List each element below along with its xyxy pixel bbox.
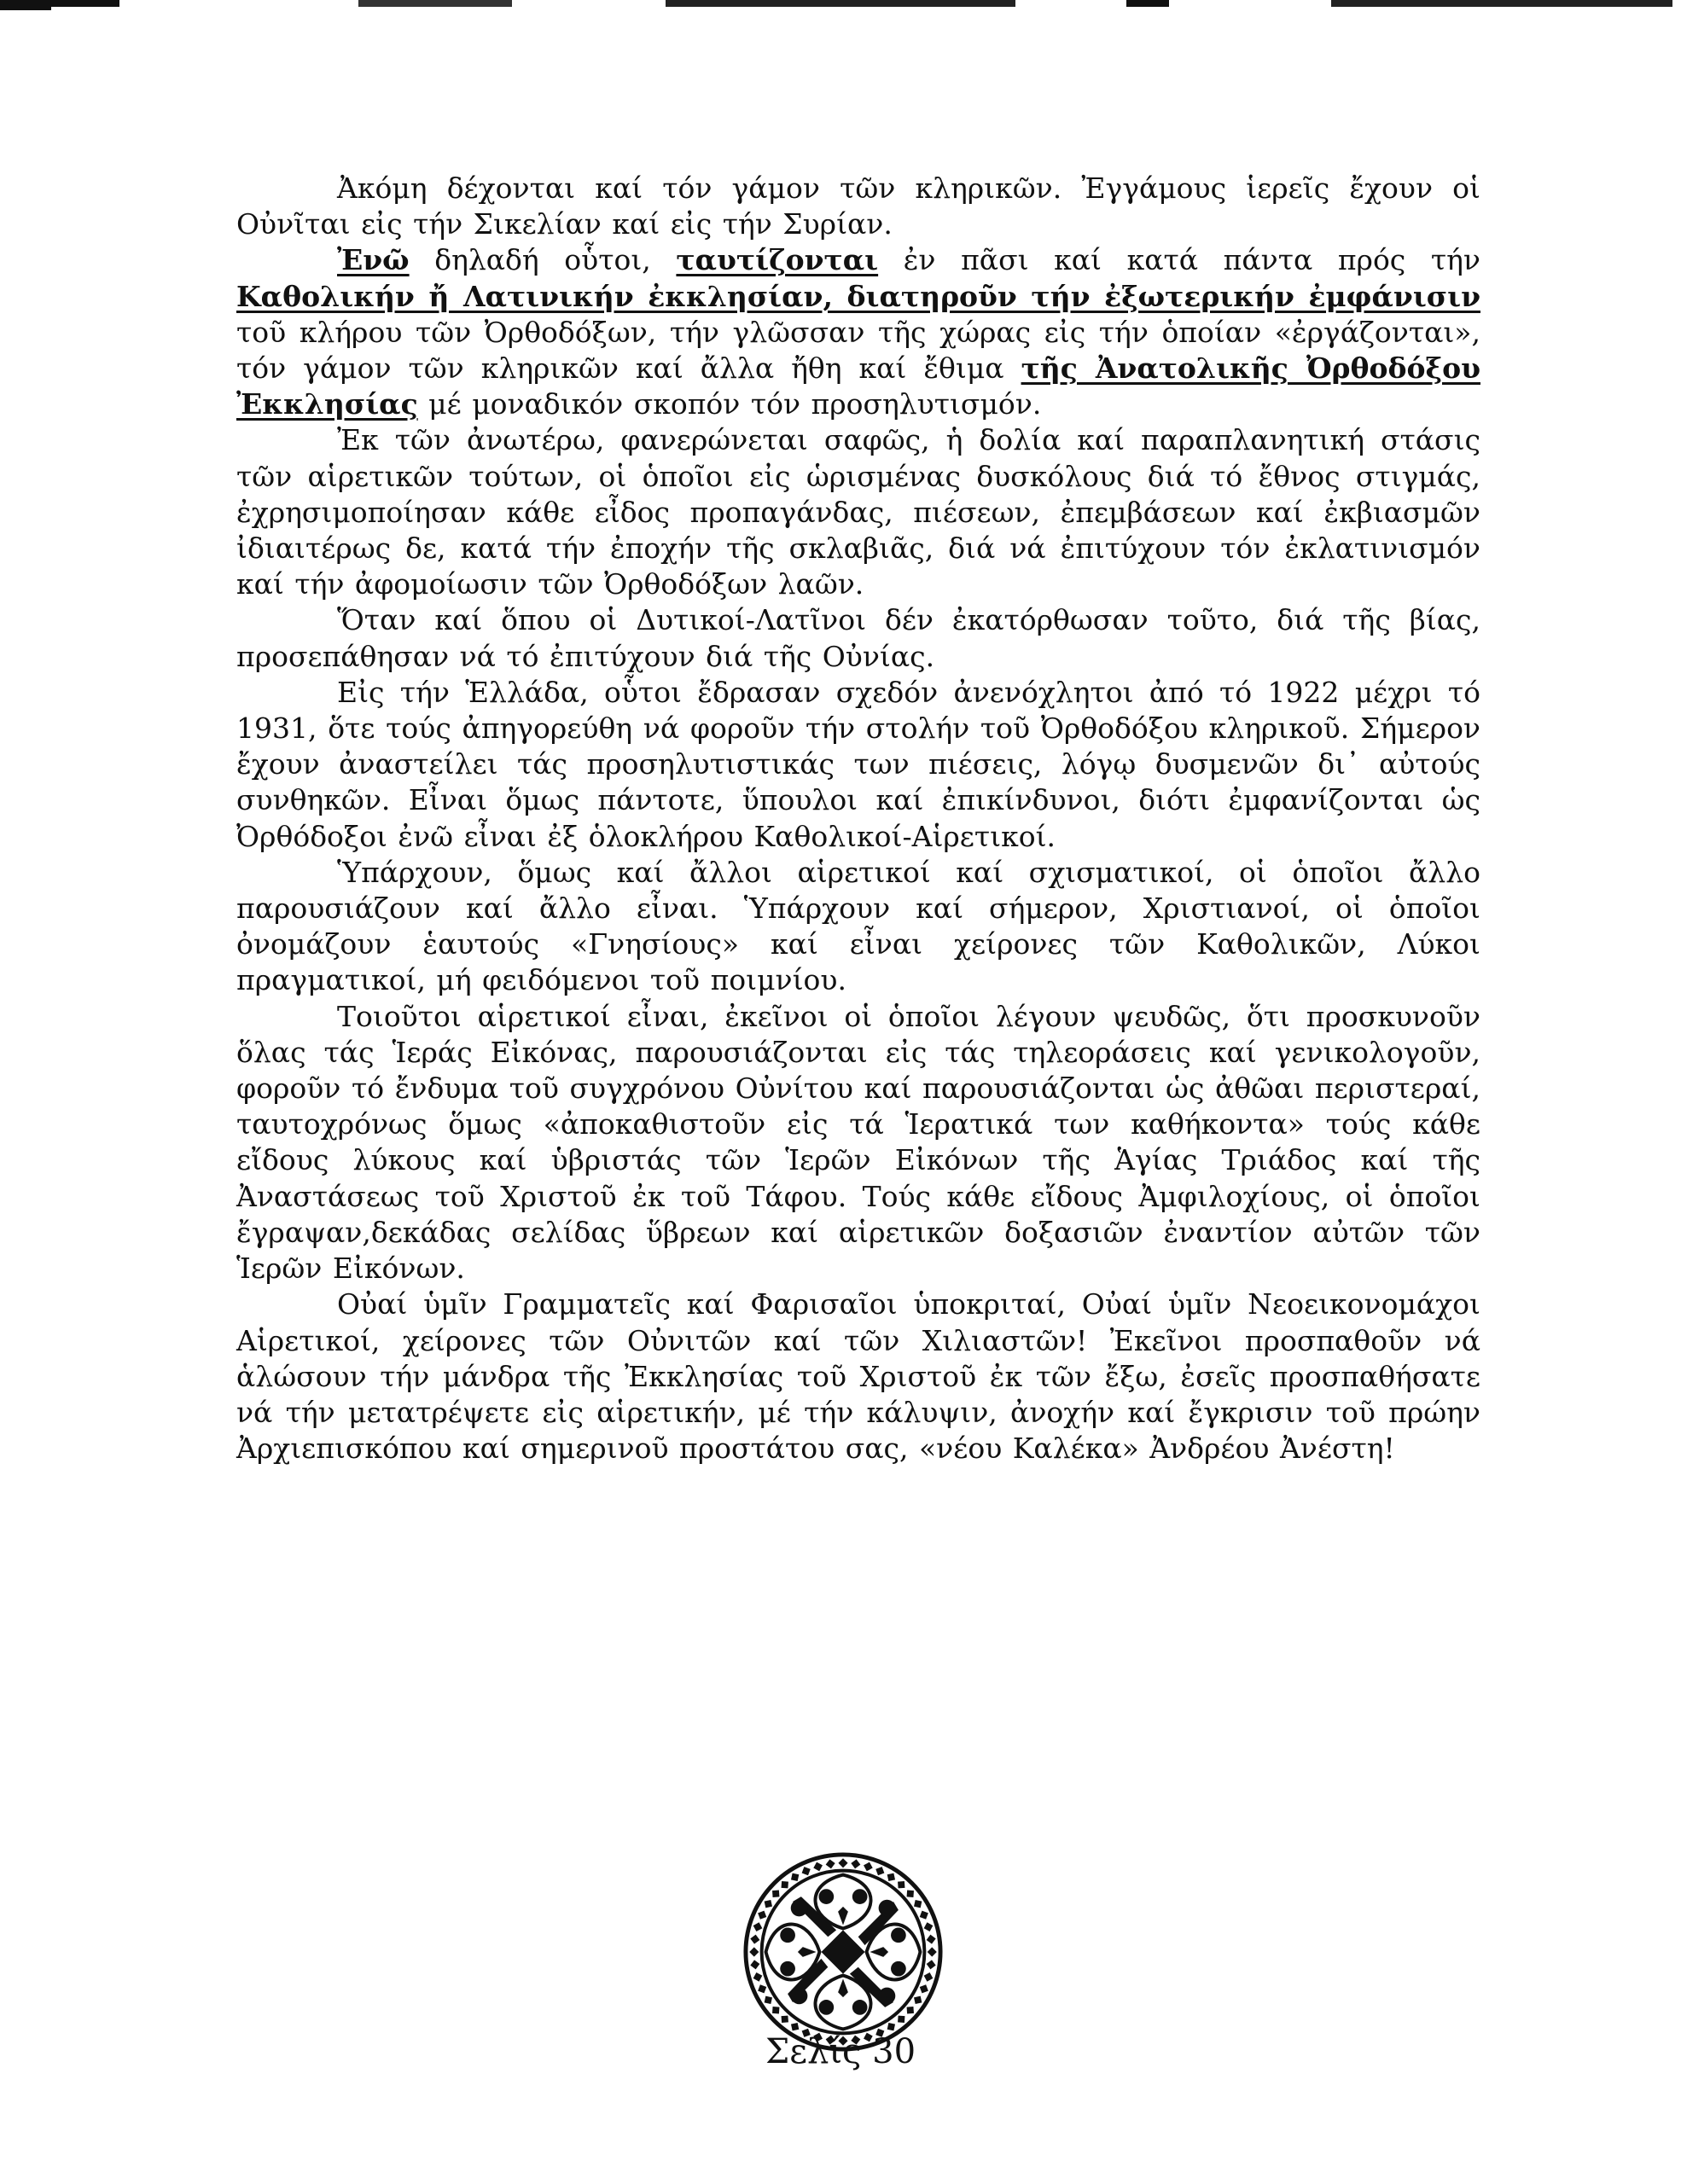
ornament-flower — [852, 1889, 868, 1904]
ornament-bead — [791, 1873, 799, 1881]
ornament-bead — [838, 1858, 847, 1867]
ornament-bead — [927, 1960, 936, 1969]
paragraph-3 — [236, 422, 1480, 602]
page-number: Σελίς 30 — [765, 2032, 916, 2071]
paragraph-2 — [236, 242, 1480, 422]
ornament-bead — [826, 1859, 835, 1868]
ornament-bead — [914, 1900, 922, 1908]
emphasized-text: Καθολικήν ἤ Λατινικήν ἐκκλησίαν, διατηροῦν τήν ἐξωτερικήν ἐμφάνισιν — [236, 279, 1480, 313]
ornament-bead — [914, 1996, 922, 2004]
ornament-bead — [791, 2023, 799, 2030]
ornament-bead — [782, 1881, 788, 1888]
ornament-bead — [920, 1984, 928, 1993]
text-run: ἐν πᾶσι καί κατά πάντα πρός τήν — [878, 243, 1480, 277]
ornament-fleur — [838, 1907, 848, 1926]
ornament-fleur — [798, 1947, 817, 1957]
ornament-bead — [851, 1859, 860, 1868]
text-run: Τοιοῦτοι αἱρετικοί εἶναι, ἐκεῖνοι οἱ ὁποῖοι λέγουν ψευδῶς, ὅτι προσκυνοῦν ὅλας τάς Ἱεράς Εἰκόνας, παρουσιάζονται εἰς τάς τηλεοράσεις καί γενικολογοῦν, φοροῦν τό ἔνδυμα τοῦ συγχρόνου Οὐνίτου καί παρουσιάζονται ὡς ἀθῶαι περιστεραί, ταυτοχρόνως ὅμως «ἀποκαθιστοῦν εἰς τά Ἱερατικά των καθήκοντα» τούς κάθε εἴδους λύκους καί ὑβριστάς τῶν Ἱερῶν Εἰκόνων τῆς Ἁγίας Τριάδος καί τῆς Ἀναστάσεως τοῦ Χριστοῦ ἐκ τοῦ Τάφου. Τούς κάθε εἴδους Ἀμφιλοχίους, οἱ ὁποῖοι ἔγραψαν,δεκάδας σελίδας ὕβρεων καί αἱρετικῶν δοξασιῶν ἐναντίον αὐτῶν τῶν Ἱερῶν Εἰκόνων. — [236, 999, 1480, 1286]
ornament-bead — [887, 1873, 895, 1881]
ornament-flower — [852, 2000, 868, 2015]
ornament-bead — [927, 1935, 936, 1944]
text-run: Εἰς τήν Ἑλλάδα, οὗτοι ἔδρασαν σχεδόν ἀνενόχλητοι ἀπό τό 1922 μέχρι τό 1931, ὅτε τούς ἀπηγορεύθη νά φοροῦν τήν στολήν τοῦ Ὀρθοδόξου κληρικοῦ. Σήμερον ἔχουν ἀναστείλει τάς προσηλυτιστικάς των πιέσεις, λόγῳ δυσμενῶν δι᾽ αὐτούς συνθηκῶν. Εἶναι ὅμως πάντοτε, ὕπουλοι καί ἐπικίνδυνοι, διότι ἐμφανίζονται ὡς Ὀρθόδοξοι ἐνῶ εἶναι ἐξ ὁλοκλήρου Καθολικοί-Αἱρετικοί. — [236, 675, 1480, 853]
ornament-flower — [891, 1927, 906, 1943]
paragraph-7 — [236, 999, 1480, 1287]
paragraph-5 — [236, 675, 1480, 855]
ornament-bead — [772, 1891, 779, 1897]
paragraph-4 — [236, 602, 1480, 674]
ornament-flower — [791, 1900, 808, 1917]
ornament-flower — [780, 1927, 795, 1943]
ornament-bead — [887, 2023, 895, 2030]
paragraph-6 — [236, 855, 1480, 999]
text-run: Ὑπάρχουν, ὅμως καί ἄλλοι αἱρετικοί καί σχισματικοί, οἱ ὁποῖοι ἄλλο παρουσιάζουν καί ἄλλο εἶναι. Ὑπάρχουν καί σήμερον, Χριστιανοί, οἱ ὁποῖοι ὀνομάζουν ἑαυτούς «Γνησίους» καί εἶναι χείρονες τῶν Καθολικῶν, Λύκοι πραγματικοί, μή φειδόμενοι τοῦ ποιμνίου. — [236, 855, 1480, 997]
emphasized-text: ταυτίζονται — [676, 243, 879, 277]
byzantine-rosette-icon — [742, 1851, 944, 2053]
ornament-bead — [928, 1947, 937, 1956]
ornament-flower — [780, 1961, 795, 1977]
ornament-bead — [875, 1867, 884, 1875]
ornament-bead — [758, 1911, 766, 1920]
ornament-fleur — [870, 1947, 888, 1957]
ornament-bead — [749, 1947, 759, 1956]
ornament-fleur — [838, 1978, 848, 1997]
text-run: Ἐκ τῶν ἀνωτέρω, φανερώνεται σαφῶς, ἡ δολία καί παραπλανητική στάσις τῶν αἱρετικῶν τούτων, οἱ ὁποῖοι εἰς ὡρισμένας δυσκόλους διά τό ἔθνος στιγμάς, ἐχρησιμοποίησαν κάθε εἶδος προπαγάνδας, πιέσεων, ἐπεμβάσεων καί ἐκβιασμῶν ἰδιαιτέρως δε, κατά τήν ἐποχήν τῆς σκλαβιᾶς, διά νά ἐπιτύχουν τόν ἐκλατινισμόν καί τήν ἀφομοίωσιν τῶν Ὀρθοδόξων λαῶν. — [236, 423, 1480, 601]
ornament-bead — [864, 1862, 873, 1872]
paragraph-1 — [236, 171, 1480, 242]
ornament-bead — [802, 1867, 811, 1875]
text-run: μέ μοναδικόν σκοπόν τόν προσηλυτισμόν. — [417, 387, 1042, 421]
ornament-flower — [891, 1961, 906, 1977]
ornament-bead — [920, 1911, 928, 1920]
text-run: Ἀκόμη δέχονται καί τόν γάμον τῶν κληρικῶν. Ἐγγάμους ἱερεῖς ἔχουν οἱ Οὐνῖται εἰς τήν Σικελίαν καί εἰς τήν Συρίαν. — [236, 171, 1480, 241]
ornament-bead — [753, 1922, 763, 1931]
ornament-flower — [879, 1900, 896, 1917]
ornament-bead — [750, 1960, 759, 1969]
ornament-bead — [924, 1972, 934, 1982]
ornament-bead — [907, 2007, 914, 2013]
ornament-bead — [758, 1984, 766, 1993]
ornament-bead — [782, 2016, 788, 2023]
scan-corner-artifact — [0, 0, 51, 10]
ornament-bead — [750, 1935, 759, 1944]
ornament-flower — [818, 1889, 834, 1904]
ornament-flower — [879, 1988, 896, 2005]
ornament-bead — [898, 2016, 904, 2023]
text-run: Ὅταν καί ὅπου οἱ Δυτικοί-Λατῖνοι δέν ἐκατόρθωσαν τοῦτο, διά τῆς βίας, προσεπάθησαν νά τό ἐπιτύχουν διά τῆς Οὐνίας. — [236, 603, 1480, 673]
ornament-flower — [791, 1988, 808, 2005]
ornament-bead — [753, 1972, 763, 1982]
page-body — [236, 171, 1480, 1467]
ornament-bead — [898, 1881, 904, 1888]
ornament-bead — [765, 1996, 772, 2004]
ornament-bead — [813, 1862, 823, 1872]
ornament-bead — [765, 1900, 772, 1908]
ornament-bead — [772, 2007, 779, 2013]
text-run: Οὐαί ὑμῖν Γραμματεῖς καί Φαρισαῖοι ὑποκριταί, Οὐαί ὑμῖν Νεοεικονομάχοι Αἱρετικοί, χείρονες τῶν Οὐνιτῶν καί τῶν Χιλιαστῶν! Ἐκεῖνοι προσπαθοῦν νά ἁλώσουν τήν μάνδρα τῆς Ἐκκλησίας τοῦ Χριστοῦ ἐκ τῶν ἔξω, ἐσεῖς προσπαθήσατε νά τήν μετατρέψετε εἰς αἱρετικήν, μέ τήν κάλυψιν, ἀνοχήν καί ἔγκρισιν τοῦ πρώην Ἀρχιεπισκόπου καί σημερινοῦ προστάτου σας, «νέου Καλέκα» Ἀνδρέου Ἀνέστη! — [236, 1287, 1480, 1466]
text-run: τοῦ κλήρου τῶν Ὀρθοδόξων, τήν γλῶσσαν τῆς χώρας εἰς τήν ὁποίαν «ἐργάζονται», τόν γάμον τῶν κληρικῶν καί ἄλλα ἤθη καί ἔθιμα — [236, 315, 1480, 386]
paragraph-8 — [236, 1287, 1480, 1467]
emphasized-text: Ἐνῶ — [337, 243, 410, 277]
ornament-bead — [924, 1922, 934, 1931]
emphasized-text: τῆς Ἀνατολικῆς Ὀρθοδόξου Ἐκκλησίας — [236, 351, 1480, 421]
ornament-flower — [818, 2000, 834, 2015]
scan-edge-artifact — [0, 0, 1681, 7]
ornament-bead — [907, 1891, 914, 1897]
text-run: δηλαδή οὗτοι, — [409, 243, 677, 277]
